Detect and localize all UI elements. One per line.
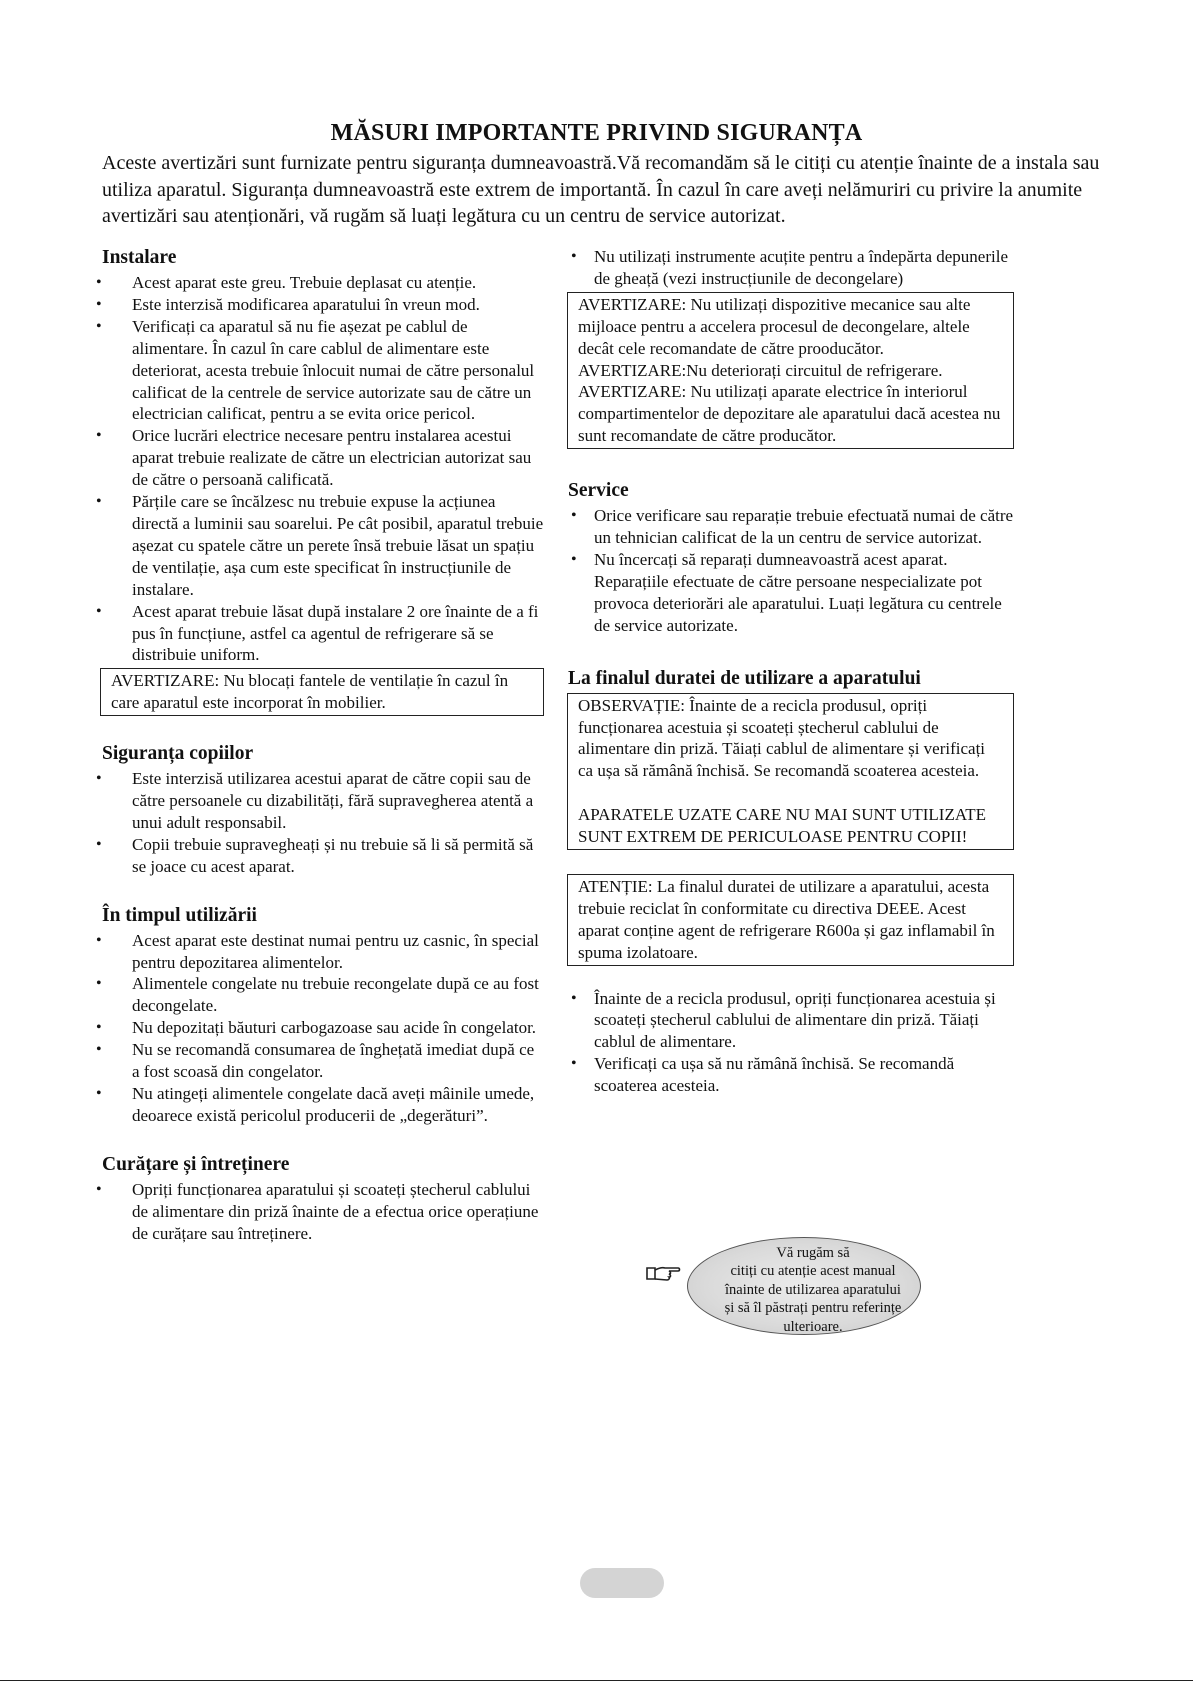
list-item: • Nu atingeți alimentele congelate dacă aveți mâinile umede, deoarece există pericolul producerii de „degerături”. — [92, 1083, 544, 1127]
list-item: • Este interzisă modificarea aparatului în vreun mod. — [92, 294, 544, 316]
pointing-hand-icon — [645, 1263, 681, 1283]
right-column — [566, 246, 1014, 1097]
curatare-list — [92, 1179, 544, 1245]
warning-text: AVERTIZARE:Nu deteriorați circuitul de refrigerare. — [578, 360, 943, 380]
section-heading-final: La finalul duratei de utilizare a aparatului — [568, 667, 921, 689]
section-heading-instalare: Instalare — [102, 247, 177, 268]
list-item: • Verificați ca ușa să nu rămână închisă. Se recomandă scoaterea acesteia. — [566, 1053, 1014, 1097]
section-heading-curatare: Curățare și întreținere — [102, 1153, 290, 1175]
page-title: MĂSURI IMPORTANTE PRIVIND SIGURANȚA — [330, 120, 863, 146]
left-column — [92, 246, 544, 1245]
instalare-list — [92, 272, 544, 666]
list-item: • Nu depozitați băuturi carbogazoase sau acide în congelator. — [92, 1017, 544, 1039]
bottom-rule — [0, 1680, 1193, 1681]
list-item: • Părțile care se încălzesc nu trebuie expuse la acțiunea directă a luminii sau soarelui. Pe cât posibil, aparatul trebuie așezat cu spatele către un perete însă trebuie lăsat un spațiu de ventilație, așa cum este specificat în instrucțiunile de instalare. — [92, 491, 544, 601]
observation-text: OBSERVAȚIE: Înainte de a recicla produsul, opriți funcționarea acestuia și scoateți ștecherul cablului de alimentare din priză. Tăiați cablul de alimentare și verificați ca ușa să rămână închisă. Se recomandă scoaterea acesteia. — [578, 695, 986, 781]
warning-text: AVERTIZARE: Nu utilizați aparate electrice în interiorul compartimentelor de depozitare ale aparatului dacă acestea nu sunt recomandate de către producător. — [578, 382, 1001, 446]
list-item: • Acest aparat trebuie lăsat după instalare 2 ore înainte de a fi pus în funcțiune, astfel ca agentul de refrigerare să se distribuie uniform. — [92, 601, 544, 667]
curatare-list-continued — [566, 246, 1014, 290]
list-item: • Verificați ca aparatul să nu fie așezat pe cablul de alimentare. În cazul în care cablul de alimentare este deteriorat, acesta trebuie înlocuit numai de către personalul calificat de la centrele de service autorizate sau de către un electrician calificat, pentru a se evita orice pericol. — [92, 316, 544, 426]
utilizare-list — [92, 930, 544, 1127]
warning-box-ventilation: AVERTIZARE: Nu blocați fantele de ventilație în cazul în care aparatul este incorporat în mobilier. — [100, 668, 544, 716]
list-item: • Orice lucrări electrice necesare pentru instalarea acestui aparat trebuie realizate de către un electrician autorizat sau de către o persoană calificată. — [92, 425, 544, 491]
note-text: Vă rugăm să citiți cu atenție acest manual înainte de utilizarea aparatului și să îl păstrați pentru referințe ulterioare. — [724, 1245, 902, 1335]
list-item: • Opriți funcționarea aparatului și scoateți ștecherul cablului de alimentare din priză înainte de a efectua orice operațiune de curățare sau întreținere. — [92, 1179, 544, 1245]
section-heading-utilizare: În timpul utilizării — [102, 904, 257, 926]
final-list — [566, 988, 1014, 1098]
list-item: • Alimentele congelate nu trebuie recongelate după ce au fost decongelate. — [92, 973, 544, 1017]
service-list — [566, 505, 1014, 636]
list-item: • Înainte de a recicla produsul, opriți funcționarea acestuia și scoateți ștecherul cablului de alimentare din priză. Tăiați cablul de alimentare. — [566, 988, 1014, 1054]
list-item: • Este interzisă utilizarea acestui aparat de către copii sau de către persoanele cu dizabilități, fără supravegherea atentă a unui adult responsabil. — [92, 768, 544, 834]
list-item: • Nu utilizați instrumente acuțite pentru a îndepărta depunerile de gheață (vezi instrucțiunile de decongelare) — [566, 246, 1014, 290]
attention-box: ATENȚIE: La finalul duratei de utilizare a aparatului, acesta trebuie reciclat în conformitate cu directiva DEEE. Acest aparat conține agent de refrigerare R600a și gaz inflamabil în spuma izolatoare. — [567, 874, 1014, 966]
warning-text: AVERTIZARE: Nu utilizați dispozitive mecanice sau alte mijloace pentru a accelera procesul de decongelare, altele decât cele recomandate de către prooducător. — [578, 294, 971, 358]
list-item: • Acest aparat este greu. Trebuie deplasat cu atenție. — [92, 272, 544, 294]
page-number-pill — [580, 1568, 664, 1598]
section-heading-service: Service — [568, 480, 629, 502]
read-manual-note — [645, 1237, 925, 1335]
danger-text: APARATELE UZATE CARE NU MAI SUNT UTILIZATE SUNT EXTREM DE PERICULOASE PENTRU COPII! — [578, 805, 986, 847]
copii-list — [92, 768, 544, 878]
list-item: • Nu se recomandă consumarea de înghețată imediat după ce a fost scoasă din congelator. — [92, 1039, 544, 1083]
warning-box-defrost — [567, 292, 1014, 449]
observation-box — [567, 693, 1014, 850]
list-item: • Copii trebuie supravegheați și nu trebuie să li să permită să se joace cu acest aparat. — [92, 834, 544, 878]
list-item: • Orice verificare sau reparație trebuie efectuată numai de către un tehnician calificat de la un centru de service autorizat. — [566, 505, 1014, 549]
list-item: • Acest aparat este destinat numai pentru uz casnic, în special pentru depozitarea alimentelor. — [92, 930, 544, 974]
list-item: • Nu încercați să reparați dumneavoastră acest aparat. Reparațiile efectuate de către persoane nespecializate pot provoca deteriorări ale aparatului. Luați legătura cu centrele de service autorizate. — [566, 549, 1014, 637]
intro-paragraph: Aceste avertizări sunt furnizate pentru siguranța dumneavoastră.Vă recomandăm să le citiți cu atenție înainte de a instala sau utiliza aparatul. Siguranța dumneavoastră este extrem de importantă. În cazul în care aveți nelămuriri cu privire la anumite avertizări sau atenționări, vă rugăm să luați legătura cu un centru de service autorizat. — [102, 152, 1100, 227]
section-heading-copii: Siguranța copiilor — [102, 743, 254, 765]
